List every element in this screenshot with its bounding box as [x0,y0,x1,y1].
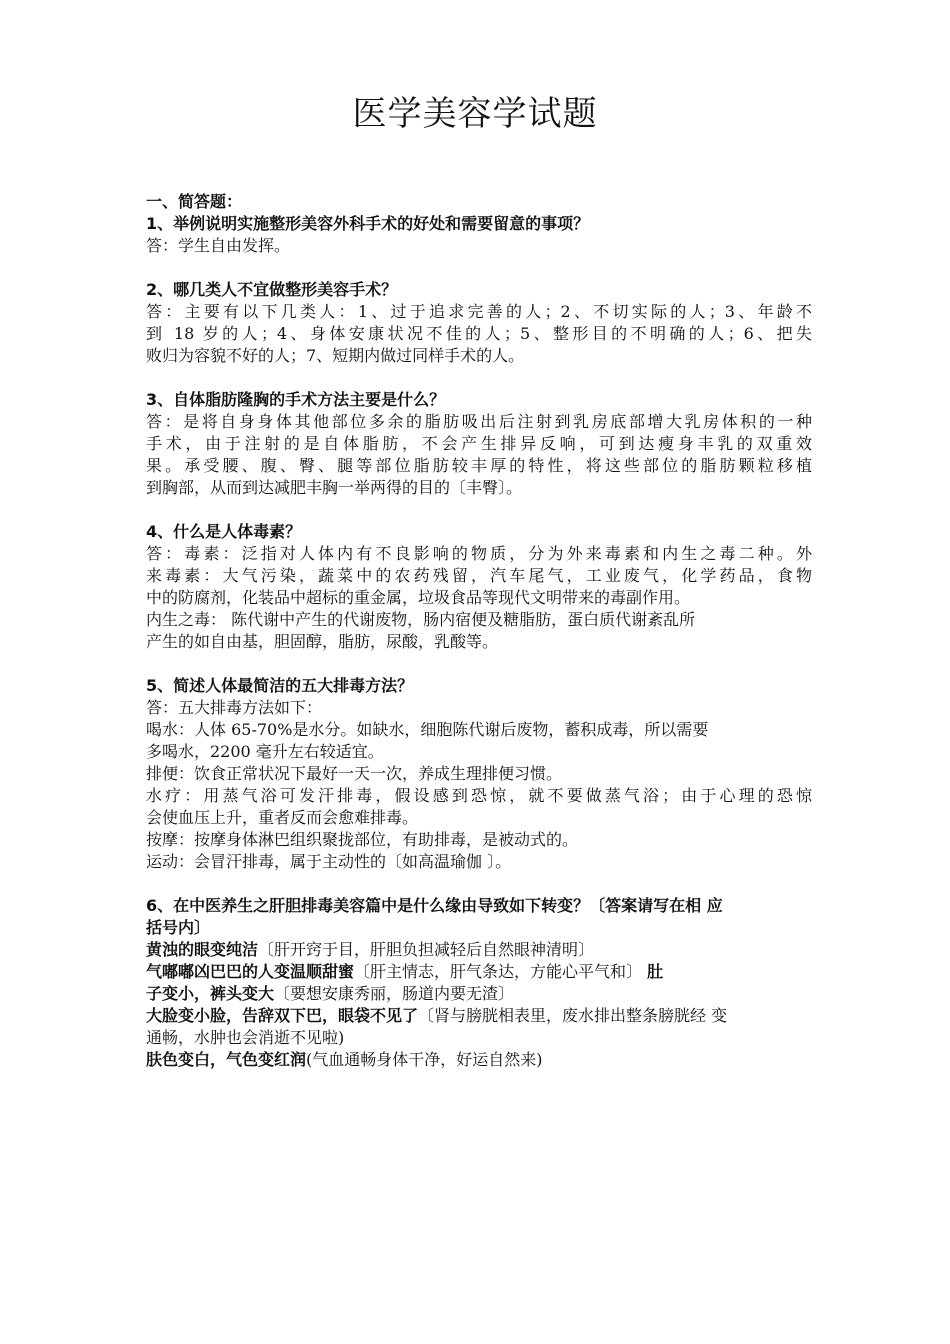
change-item-title: 大脸变小脸，告辞双下巴，眼袋不见了 [146,1006,419,1025]
question-3: 3、自体脂肪隆胸的手术方法主要是什么？ [146,390,446,409]
answer-5-line: 排便：饮食正常状况下最好一天一次，养成生理排便习惯。 [146,764,563,783]
answer-3-line: 果。承受腰、腹、臀、腿等部位脂肪较丰厚的特性，将这些部位的脂肪颗粒移植 [146,456,812,475]
answer-4-line: 来毒素：大气污染，蔬菜中的农药残留，汽车尾气，工业废气，化学药品，食物 [146,566,812,585]
change-item-reason: 〔肾与膀胱相表里，废水排出整条膀胱经 变 [418,1006,728,1025]
question-4: 4、什么是人体毒素？ [146,522,302,541]
change-item-cont: 通畅，水肿也会消逝不见啦) [146,1028,345,1047]
question-6-cont: 括号内〕 [146,918,211,937]
answer-3-line: 到胸部，从而到达减肥丰胸一举两得的目的〔丰臀〕。 [146,478,523,497]
change-item-title: 气嘟嘟凶巴巴的人变温顺甜蜜 [146,962,355,981]
change-item [146,983,812,1005]
change-item [146,961,812,983]
answer-1: 答：学生自由发挥。 [146,236,291,255]
change-item [146,939,812,961]
answer-5-line: 会使血压上升，重者反而会愈难排毒。 [146,808,419,827]
question-1: 1、举例说明实施整形美容外科手术的好处和需要留意的事项？ [146,214,590,233]
change-item-title: 黄浊的眼变纯洁 [146,940,259,959]
change-item-reason: (气血通畅身体干净，好运自然来) [306,1050,543,1069]
answer-2-line: 败归为容貌不好的人；7、短期内做过同样手术的人。 [146,346,525,365]
answer-4-line: 内生之毒： 陈代谢中产生的代谢废物，肠内宿便及糖脂肪，蛋白质代谢紊乱所 [146,610,696,629]
answer-3-line: 答：是将自身身体其他部位多余的脂肪吸出后注射到乳房底部增大乳房体积的一种 [146,412,812,431]
answer-5-line: 水疗：用蒸气浴可发汗排毒，假设感到恐惊，就不要做蒸气浴；由于心理的恐惊 [146,786,812,805]
document-body [146,191,812,1071]
answer-4-line: 答：毒素：泛指对人体内有不良影响的物质，分为外来毒素和内生之毒二种。外 [146,544,812,563]
question-2: 2、哪几类人不宜做整形美容手术？ [146,280,398,299]
answer-5-line: 运动：会冒汗排毒，属于主动性的〔如高温瑜伽 〕。 [146,852,512,871]
change-item-title: 肚 [647,962,664,981]
question-5: 5、简述人体最简洁的五大排毒方法？ [146,676,414,695]
question-6: 6、在中医养生之肝胆排毒美容篇中是什么缘由导致如下转变？〔答案请写在相 应 [146,896,723,915]
answer-4-line: 中的防腐剂，化装品中超标的重金属，垃圾食品等现代文明带来的毒副作用。 [146,588,691,607]
change-item [146,1005,812,1027]
answer-5-line: 喝水：人体 65-70%是水分。如缺水，细胞陈代谢后废物，蓄积成毒，所以需要 [146,720,709,739]
change-item-title: 子变小，裤头变大 [146,984,275,1003]
answer-4-line: 产生的如自由基，胆固醇，脂肪，尿酸，乳酸等。 [146,632,499,651]
answer-5-line: 多喝水，2200 毫升左右较适宜。 [146,742,384,761]
change-item-title: 肤色变白，气色变红润 [146,1050,307,1069]
answer-2-line: 到 18 岁的人；4、身体安康状况不佳的人；5、整形目的不明确的人；6、把失 [146,324,812,343]
change-item [146,1049,812,1071]
answer-3-line: 手术，由于注射的是自体脂肪，不会产生排异反响，可到达瘦身丰乳的双重效 [146,434,812,453]
answer-5-line: 按摩：按摩身体淋巴组织聚拢部位，有助排毒，是被动式的。 [146,830,579,849]
answer-2-line: 答：主要有以下几类人：1、过于追求完善的人；2、不切实际的人；3、年龄不 [146,302,812,321]
change-item-reason: 〔肝开窍于目，肝胆负担减轻后自然眼神清明〕 [258,940,595,959]
page-title: 医学美容学试题 [352,94,598,134]
change-item-reason: 〔肝主情志，肝气条达，方能心平气和〕 [354,962,648,981]
section-heading: 一、简答题： [146,192,243,211]
answer-5-line: 答：五大排毒方法如下： [146,698,323,717]
change-item-reason: 〔要想安康秀丽，肠道内要无渣〕 [274,984,515,1003]
